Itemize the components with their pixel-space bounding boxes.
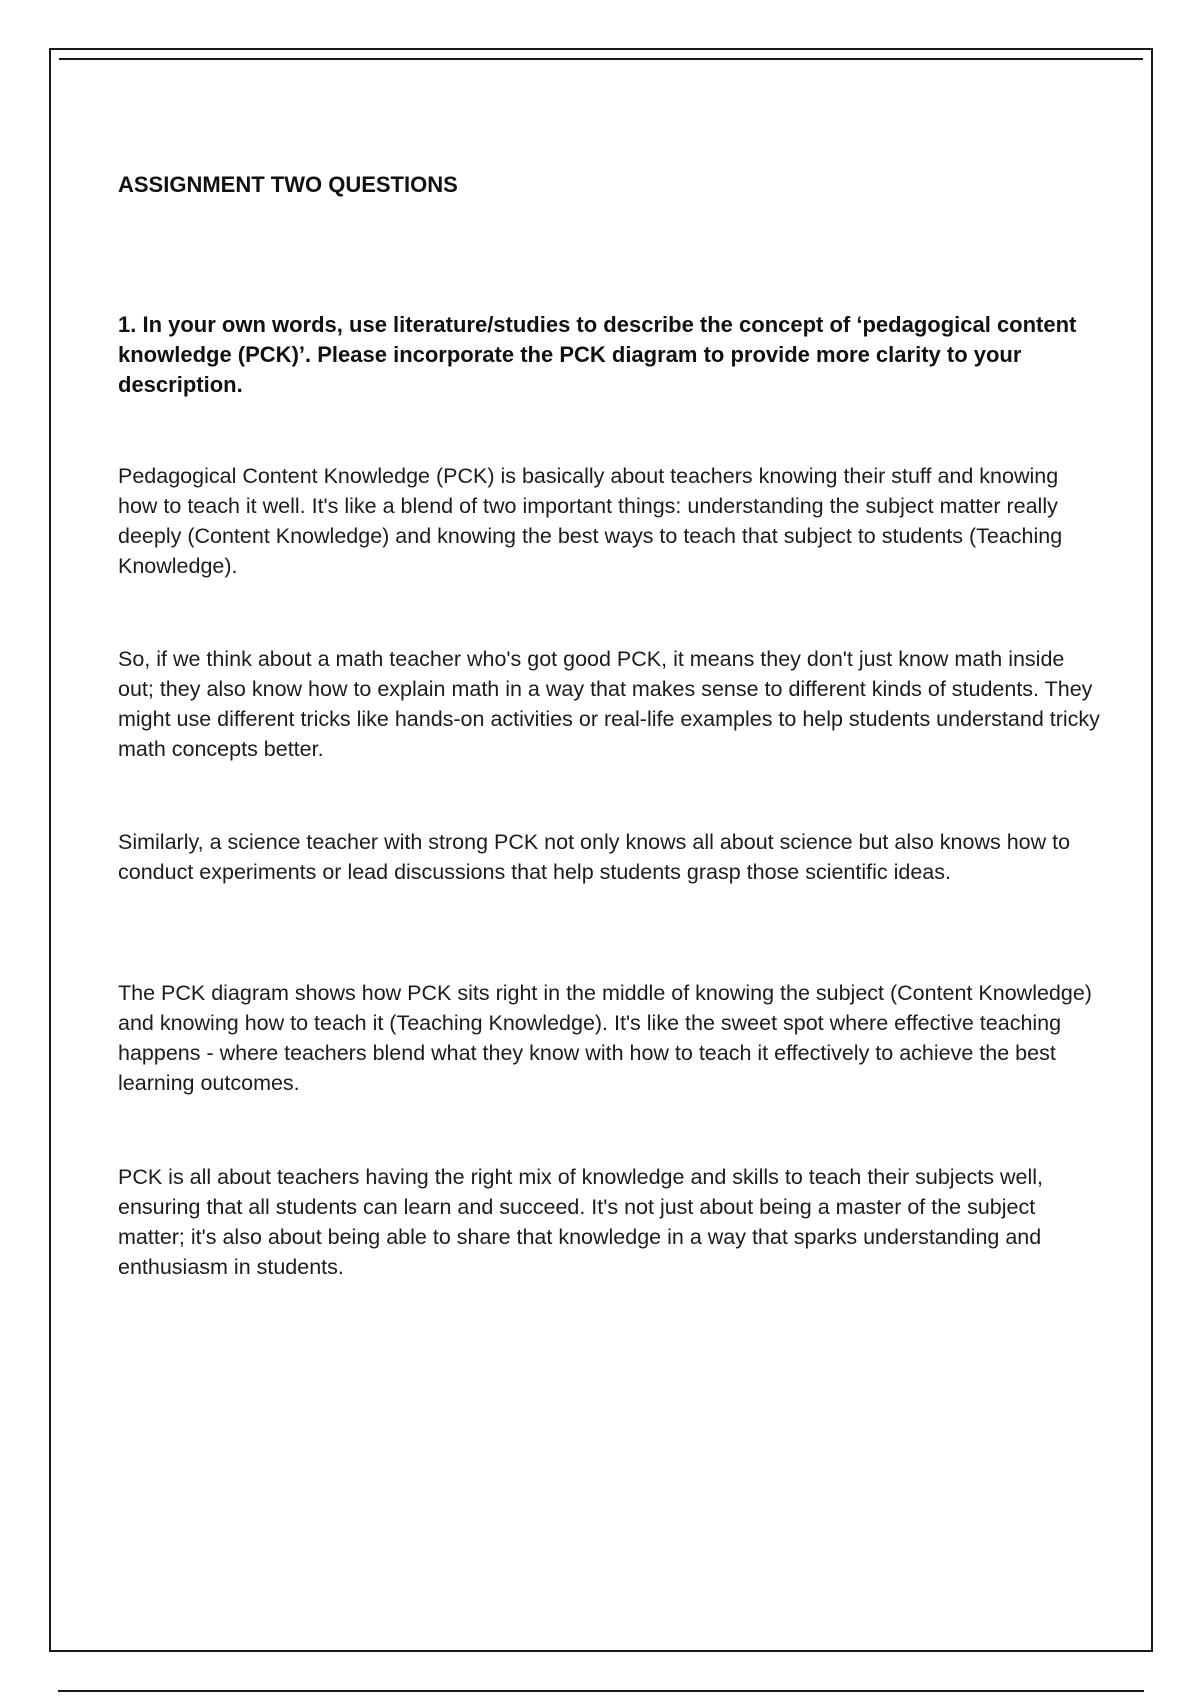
frame-top-rule <box>59 58 1143 60</box>
assignment-heading: ASSIGNMENT TWO QUESTIONS <box>118 172 458 197</box>
answer-paragraph: Similarly, a science teacher with strong PCK not only knows all about science but also knows how to conduct experiments or lead discussions that help students grasp those scientific ideas. <box>118 830 1071 884</box>
answer-paragraph: Pedagogical Content Knowledge (PCK) is basically about teachers knowing their stuff and knowing how to teach it well. It's like a blend of two important things: understanding the subject matter really deeply (Content Knowledge) and knowing the best ways to teach that subject to students (Teaching Knowledge). <box>118 464 1063 578</box>
bottom-rule <box>58 1690 1144 1692</box>
answer-paragraph: So, if we think about a math teacher who's got good PCK, it means they don't just know math inside out; they also know how to explain math in a way that makes sense to different kinds of students. They might use different tricks like hands-on activities or real-life examples to help students understand tricky math concepts better. <box>118 647 1100 761</box>
answer-paragraph: PCK is all about teachers having the right mix of knowledge and skills to teach their subjects well, ensuring that all students can learn and succeed. It's not just about being a master of the subject matter; it's also about being able to share that knowledge in a way that sparks understanding and enthusiasm in students. <box>118 1165 1043 1279</box>
question-one: 1. In your own words, use literature/studies to describe the concept of ‘pedagogical content knowledge (PCK)’. Please incorporate the PCK diagram to provide more clarity to your description. <box>118 312 1077 397</box>
answer-paragraph: The PCK diagram shows how PCK sits right in the middle of knowing the subject (Content Knowledge) and knowing how to teach it (Teaching Knowledge). It's like the sweet spot where effective teaching happens - where teachers blend what they know with how to teach it effectively to achieve the best learning outcomes. <box>118 981 1092 1095</box>
